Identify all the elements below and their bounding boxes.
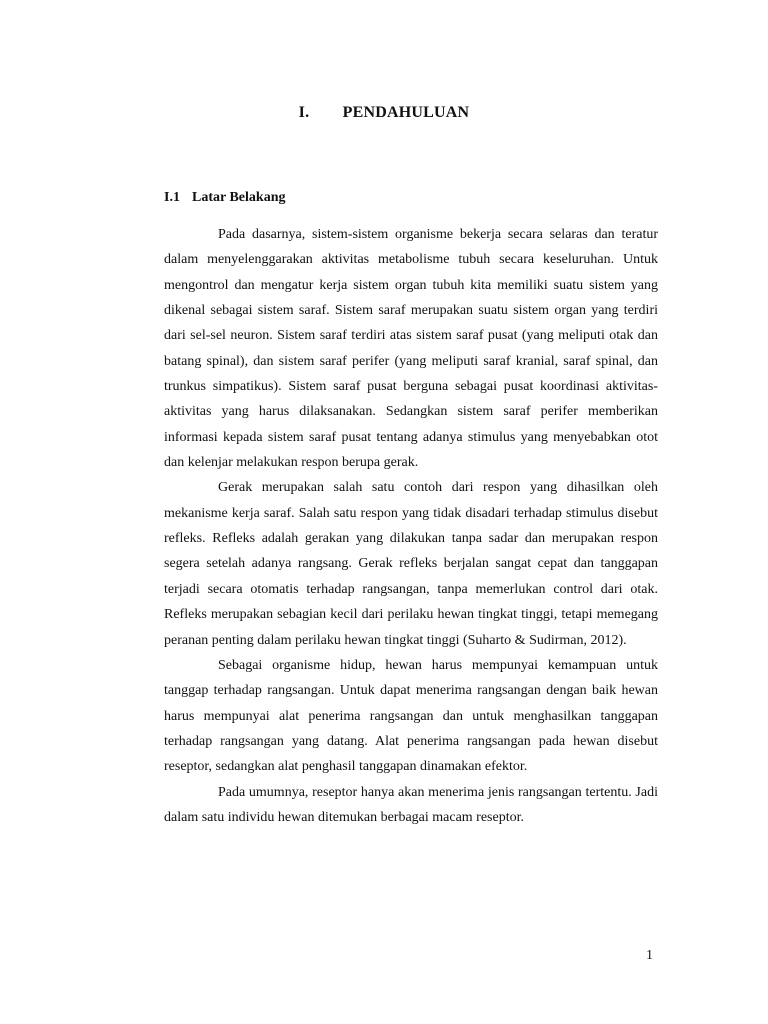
section-title: Latar Belakang xyxy=(192,190,286,205)
page-number: 1 xyxy=(646,948,653,963)
chapter-number: I. xyxy=(298,104,310,121)
section-heading xyxy=(164,190,285,206)
chapter-title xyxy=(0,104,768,122)
section-number: I.1 xyxy=(164,190,180,205)
body-text xyxy=(164,222,658,830)
chapter-title-text: PENDAHULUAN xyxy=(342,104,470,121)
paragraph: Gerak merupakan salah satu contoh dari respon yang dihasilkan oleh mekanisme kerja saraf. Salah satu respon yang tidak disadari terhadap stimulus disebut refleks. Refleks adalah gerakan yang dilakukan tanpa sadar dan merupakan respon segera setelah adanya rangsang. Gerak refleks berjalan sangat cepat dan tanggapan terjadi secara otomatis terhadap rangsangan, tanpa memerlukan control dari otak. Refleks merupakan sebagian kecil dari perilaku hewan tingkat tinggi, tetapi memegang peranan penting dalam perilaku hewan tingkat tinggi (Suharto & Sudirman, 2012). xyxy=(164,480,658,648)
paragraph: Pada umumnya, reseptor hanya akan menerima jenis rangsangan tertentu. Jadi dalam satu individu hewan ditemukan berbagai macam reseptor. xyxy=(164,784,658,825)
paragraph: Sebagai organisme hidup, hewan harus mempunyai kemampuan untuk tanggap terhadap rangsangan. Untuk dapat menerima rangsangan dengan baik hewan harus mempunyai alat penerima rangsangan dan untuk menghasilkan tanggapan terhadap rangsangan yang datang. Alat penerima rangsangan pada hewan disebut reseptor, sedangkan alat penghasil tanggapan dinamakan efektor. xyxy=(164,657,658,775)
paragraph: Pada dasarnya, sistem-sistem organisme bekerja secara selaras dan teratur dalam menyelenggarakan aktivitas metabolisme tubuh secara keseluruhan. Untuk mengontrol dan mengatur kerja sistem organ tubuh kita memiliki suatu sistem yang dikenal sebagai sistem saraf. Sistem saraf merupakan suatu sistem organ yang terdiri dari sel-sel neuron. Sistem saraf terdiri atas sistem saraf pusat (yang meliputi otak dan batang spinal), dan sistem saraf perifer (yang meliputi saraf kranial, saraf spinal, dan trunkus simpatikus). Sistem saraf pusat berguna sebagai pusat koordinasi aktivitas-aktivitas yang harus dilaksanakan. Sedangkan sistem saraf perifer memberikan informasi kepada sistem saraf pusat tentang adanya stimulus yang menyebabkan otot dan kelenjar melakukan respon berupa gerak. xyxy=(164,227,658,471)
